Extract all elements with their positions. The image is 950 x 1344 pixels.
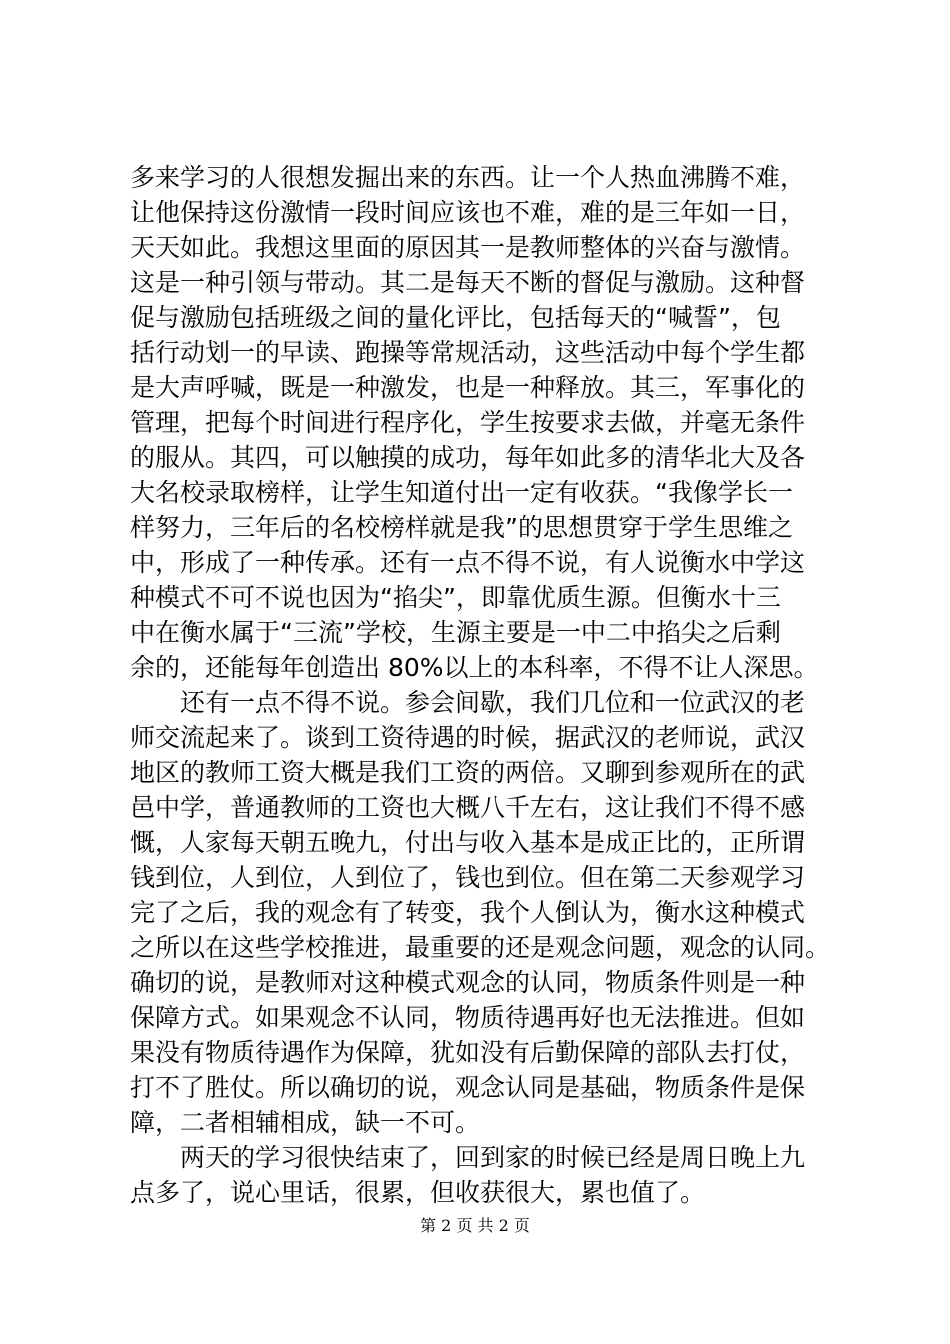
text-line: 果没有物质待遇作为保障，犹如没有后勤保障的部队去打仗， [130,1038,806,1067]
text-line: 慨，人家每天朝五晚九，付出与收入基本是成正比的，正所谓 [130,828,806,857]
text-line: 促与激励包括班级之间的量化评比，包括每天的“喊誓”，包 [130,303,781,332]
text-line: 余的，还能每年创造出 80%以上的本科率，不得不让人深思。 [130,653,819,682]
text-line: 点多了，说心里话，很累，但收获很大，累也值了。 [130,1178,706,1207]
text-line: 中在衡水属于“三流”学校，生源主要是一中二中掐尖之后剩 [130,618,781,647]
text-line: 多来学习的人很想发掘出来的东西。让一个人热血沸腾不难， [130,163,806,192]
text-line: 障，二者相辅相成，缺一不可。 [130,1108,481,1137]
text-line: 管理，把每个时间进行程序化，学生按要求去做，并毫无条件 [130,408,806,437]
text-line: 师交流起来了。谈到工资待遇的时候，据武汉的老师说，武汉 [130,723,806,752]
text-line: 是大声呼喊，既是一种激发，也是一种释放。其三，军事化的 [130,373,806,402]
text-line: 打不了胜仗。所以确切的说，观念认同是基础，物质条件是保 [130,1073,806,1102]
text-line: 的服从。其四，可以触摸的成功，每年如此多的清华北大及各 [130,443,806,472]
text-line: 确切的说，是教师对这种模式观念的认同，物质条件则是一种 [130,968,806,997]
text-line: 中，形成了一种传承。还有一点不得不说，有人说衡水中学这 [130,548,806,577]
text-line: 完了之后，我的观念有了转变，我个人倒认为，衡水这种模式 [130,898,806,927]
text-line: 天天如此。我想这里面的原因其一是教师整体的兴奋与激情。 [130,233,806,262]
text-line: 之所以在这些学校推进，最重要的还是观念问题，观念的认同。 [130,933,831,962]
page-number-footer: 第 2 页 共 2 页 [420,1216,530,1235]
text-line: 钱到位，人到位，人到位了，钱也到位。但在第二天参观学习 [130,863,806,892]
text-line: 大名校录取榜样，让学生知道付出一定有收获。“我像学长一 [130,478,793,507]
text-line: 括行动划一的早读、跑操等常规活动，这些活动中每个学生都 [130,338,806,367]
text-line: 让他保持这份激情一段时间应该也不难，难的是三年如一日， [130,198,806,227]
text-line: 这是一种引领与带动。其二是每天不断的督促与激励。这种督 [130,268,806,297]
text-line: 样努力，三年后的名校榜样就是我”的思想贯穿于学生思维之 [130,513,793,542]
text-line: 地区的教师工资大概是我们工资的两倍。又聊到参观所在的武 [130,758,806,787]
text-line: 保障方式。如果观念不认同，物质待遇再好也无法推进。但如 [130,1003,806,1032]
text-line: 邑中学，普通教师的工资也大概八千左右，这让我们不得不感 [130,793,806,822]
body-text [130,160,860,1210]
text-line: 两天的学习很快结束了，回到家的时候已经是周日晚上九 [130,1143,806,1172]
text-line: 种模式不可不说也因为“掐尖”，即靠优质生源。但衡水十三 [130,583,781,612]
text-line: 还有一点不得不说。参会间歇，我们几位和一位武汉的老 [130,688,806,717]
